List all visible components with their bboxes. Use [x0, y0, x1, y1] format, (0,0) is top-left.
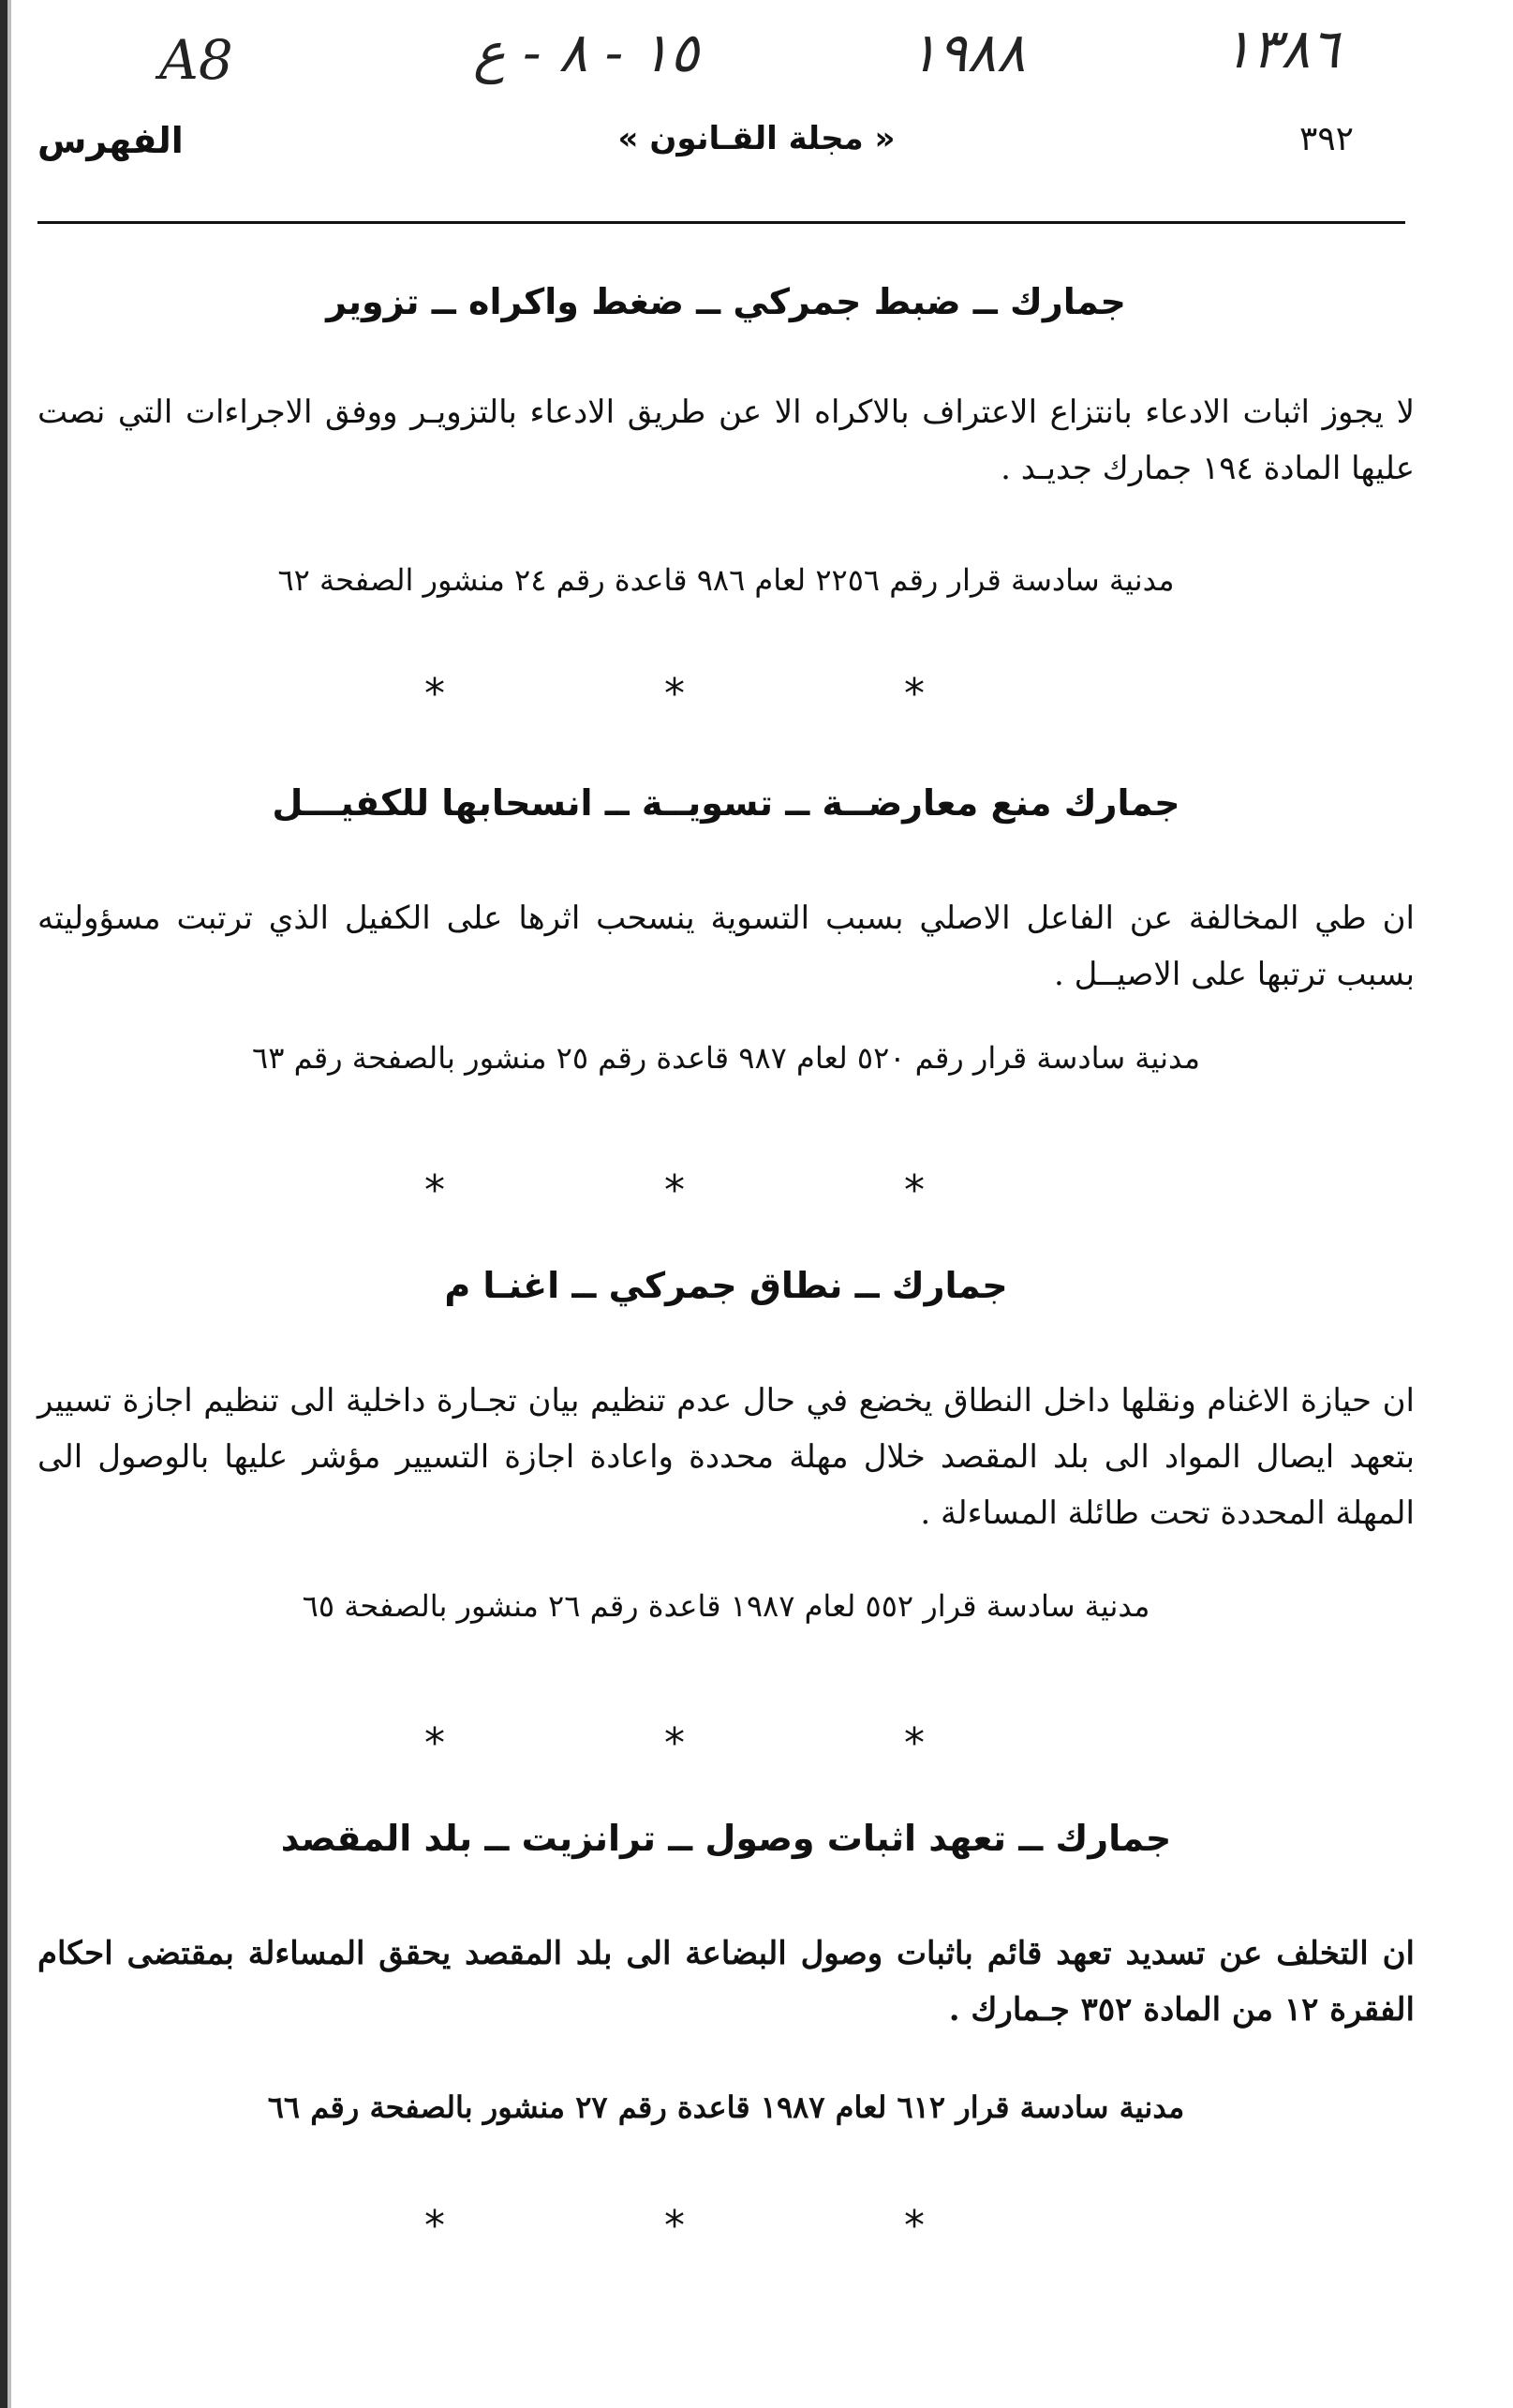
- section-separator: * * *: [424, 2202, 1028, 2250]
- entry-title: جمارك ــ نطاق جمركي ــ اغنـا م: [444, 1265, 1008, 1306]
- index-label: الفهرس: [37, 120, 184, 161]
- scan-edge-highlight: [7, 0, 11, 2408]
- entry-text: ان التخلف عن تسديد تعهد قائم باثبات وصول البضاعة الى بلد المقصد يحقق المساءلة بمقتضى احكام الفقرة ١٢ من المادة ٣٥٢ جـمارك .: [37, 1935, 1415, 2029]
- entry-reference: مدنية سادسة قرار ٥٥٢ لعام ١٩٨٧ قاعدة رقم ٢٦ منشور بالصفحة ٦٥: [302, 1588, 1150, 1624]
- entry-title: جمارك منع معارضــة ــ تسويــة ــ انسحابها للكفيـــل: [272, 782, 1180, 824]
- entry-text: ان حيازة الاغنام ونقلها داخل النطاق يخضع في حال عدم تنظيم بيان تجـارة داخلية الى تنظيم اجازة تسيير بتعهد ايصال المواد الى بلد المقصد خلال مهلة محددة واعادة اجازة التسيير مؤشر عليها بالوصول الى المهلة المحددة تحت طائلة المساءلة .: [37, 1382, 1415, 1532]
- section-separator: * * *: [424, 1167, 1028, 1214]
- handwritten-year: ١٩٨٨: [909, 21, 1026, 84]
- handwritten-date: ١٥ - ٨ - ع: [473, 21, 700, 84]
- entry-reference: مدنية سادسة قرار ٦١٢ لعام ١٩٨٧ قاعدة رقم ٢٧ منشور بالصفحة رقم ٦٦: [267, 2089, 1185, 2125]
- handwritten-number: ١٣٨٦: [1223, 17, 1340, 81]
- entry-text: ان طي المخالفة عن الفاعل الاصلي بسبب التسوية ينسحب اثرها على الكفيل الذي ترتبت مسؤوليته بسبب ترتبها على الاصيــل .: [37, 899, 1415, 993]
- section-separator: * * *: [424, 1719, 1028, 1767]
- scan-edge-shadow: [0, 0, 7, 2408]
- page-number: ٣٩٢: [1298, 120, 1354, 158]
- entry-1: [37, 281, 1415, 718]
- entry-text: لا يجوز اثبات الادعاء بانتزاع الاعتراف بالاكراه الا عن طريق الادعاء بالتزويـر ووفق الاجراءات التي نصت عليها المادة ١٩٤ جمارك جديـد .: [37, 394, 1415, 487]
- entry-title: جمارك ــ تعهد اثبات وصول ــ ترانزيت ــ بلد المقصد: [280, 1818, 1172, 1859]
- section-separator: * * *: [424, 670, 1028, 718]
- journal-title: « مجلة القـانون »: [617, 120, 896, 157]
- header-divider: [37, 221, 1405, 224]
- entry-reference: مدنية سادسة قرار رقم ٥٢٠ لعام ٩٨٧ قاعدة رقم ٢٥ منشور بالصفحة رقم ٦٣: [252, 1040, 1200, 1076]
- entry-reference: مدنية سادسة قرار رقم ٢٢٥٦ لعام ٩٨٦ قاعدة رقم ٢٤ منشور الصفحة ٦٢: [277, 562, 1175, 598]
- entry-3: [37, 1265, 1415, 1771]
- entry-4: [37, 1818, 1415, 2249]
- handwritten-annotation: A8: [159, 28, 233, 92]
- entry-title: جمارك ــ ضبط جمركي ــ ضغط واكراه ــ تزوير: [326, 281, 1126, 322]
- entry-2: [37, 782, 1415, 1214]
